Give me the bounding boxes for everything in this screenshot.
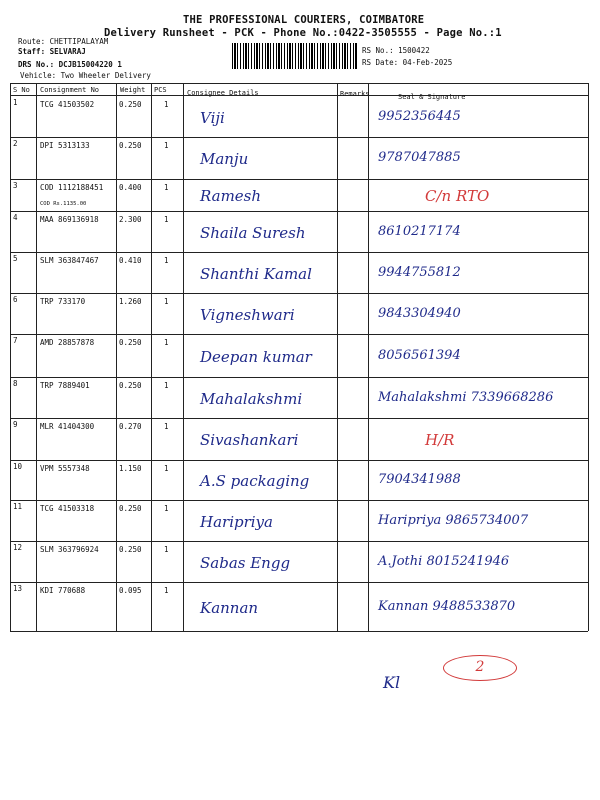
row-pcs: 1 bbox=[164, 183, 169, 192]
row-consignment: TCG 41503502 bbox=[40, 100, 95, 109]
row-pcs: 1 bbox=[164, 586, 169, 595]
row-pcs: 1 bbox=[164, 141, 169, 150]
row-weight: 0.400 bbox=[119, 183, 142, 192]
row-sno: 5 bbox=[13, 254, 18, 263]
row-sno: 1 bbox=[13, 98, 18, 107]
col-seal: Seal & Signature bbox=[398, 93, 466, 101]
row-pcs: 1 bbox=[164, 381, 169, 390]
row-signature: 7904341988 bbox=[378, 472, 461, 487]
row-consignee-name: Sabas Engg bbox=[200, 554, 291, 572]
row-weight: 0.250 bbox=[119, 338, 142, 347]
row-signature: 9944755812 bbox=[378, 265, 461, 280]
row-sno: 13 bbox=[13, 584, 23, 593]
row-weight: 0.250 bbox=[119, 545, 142, 554]
col-pcs: PCS bbox=[154, 86, 167, 94]
row-consignee-name: Kannan bbox=[200, 599, 259, 617]
row-sno: 10 bbox=[13, 462, 23, 471]
row-pcs: 1 bbox=[164, 464, 169, 473]
row-signature: Haripriya 9865734007 bbox=[378, 513, 529, 528]
row-pcs: 1 bbox=[164, 422, 169, 431]
row-pcs: 1 bbox=[164, 504, 169, 513]
col-sno: S No bbox=[13, 86, 30, 94]
row-consignment: COD 1112188451 bbox=[40, 183, 104, 192]
row-weight: 0.270 bbox=[119, 422, 142, 431]
runsheet-subtitle: Delivery Runsheet - PCK - Phone No.:0422-3505555 - Page No.:1 bbox=[104, 27, 502, 39]
circled-count: 2 bbox=[475, 659, 485, 675]
row-signature: A.Jothi 8015241946 bbox=[378, 554, 510, 569]
col-consignment: Consignment No bbox=[40, 86, 100, 94]
vehicle-label: Vehicle: Two Wheeler Delivery bbox=[20, 71, 151, 80]
row-consignment: DPI 5313133 bbox=[40, 141, 90, 150]
row-consignee-name: Shanthi Kamal bbox=[200, 265, 312, 283]
row-consignment: MLR 41404300 bbox=[40, 422, 95, 431]
row-signature: C/n RTO bbox=[425, 187, 490, 205]
row-pcs: 1 bbox=[164, 545, 169, 554]
row-consignment: SLM 363796924 bbox=[40, 545, 99, 554]
row-sno: 3 bbox=[13, 181, 18, 190]
row-signature: Kannan 9488533870 bbox=[378, 599, 516, 614]
row-weight: 1.150 bbox=[119, 464, 142, 473]
row-consignee-name: Viji bbox=[200, 109, 225, 127]
row-weight: 0.250 bbox=[119, 504, 142, 513]
row-consignment: SLM 363847467 bbox=[40, 256, 99, 265]
row-consignee-name: Deepan kumar bbox=[200, 348, 312, 366]
row-weight: 0.250 bbox=[119, 100, 142, 109]
row-weight: 1.260 bbox=[119, 297, 142, 306]
row-weight: 2.300 bbox=[119, 215, 142, 224]
row-sno: 9 bbox=[13, 420, 18, 429]
row-cod-note: COD Rs.1135.00 bbox=[40, 201, 87, 207]
row-consignment: TCG 41503318 bbox=[40, 504, 95, 513]
row-consignee-name: Ramesh bbox=[200, 187, 262, 205]
company-title: THE PROFESSIONAL COURIERS, COIMBATORE bbox=[183, 14, 425, 26]
col-weight: Weight bbox=[120, 86, 146, 94]
row-weight: 0.410 bbox=[119, 256, 142, 265]
count-circle bbox=[443, 655, 517, 681]
row-pcs: 1 bbox=[164, 215, 169, 224]
col-remarks: Remarks bbox=[340, 90, 370, 98]
row-signature: H/R bbox=[425, 431, 455, 449]
row-sno: 12 bbox=[13, 543, 23, 552]
row-weight: 0.250 bbox=[119, 381, 142, 390]
row-consignee-name: A.S packaging bbox=[200, 472, 310, 490]
row-sno: 7 bbox=[13, 336, 18, 345]
rs-number: RS No.: 1500422 bbox=[362, 46, 430, 55]
row-sno: 4 bbox=[13, 213, 18, 222]
footer-initials: Kl bbox=[383, 673, 401, 692]
row-pcs: 1 bbox=[164, 256, 169, 265]
row-sno: 2 bbox=[13, 139, 18, 148]
row-signature: 9952356445 bbox=[378, 109, 461, 124]
row-consignee-name: Sivashankari bbox=[200, 431, 299, 449]
drs-number: DRS No.: DCJB15004220 1 bbox=[18, 60, 122, 69]
row-consignment: TRP 7889401 bbox=[40, 381, 90, 390]
row-pcs: 1 bbox=[164, 338, 169, 347]
barcode bbox=[232, 43, 357, 69]
row-sno: 6 bbox=[13, 295, 18, 304]
row-sno: 8 bbox=[13, 379, 18, 388]
row-consignment: AMD 28857878 bbox=[40, 338, 95, 347]
row-consignment: VPM 5557348 bbox=[40, 464, 90, 473]
row-weight: 0.095 bbox=[119, 586, 142, 595]
row-consignment: MAA 869136918 bbox=[40, 215, 99, 224]
row-consignment: TRP 733170 bbox=[40, 297, 86, 306]
row-signature: 8610217174 bbox=[378, 224, 461, 239]
row-weight: 0.250 bbox=[119, 141, 142, 150]
row-consignee-name: Manju bbox=[200, 150, 249, 168]
row-signature: Mahalakshmi 7339668286 bbox=[378, 390, 554, 405]
row-signature: 9787047885 bbox=[378, 150, 461, 165]
row-consignee-name: Haripriya bbox=[200, 513, 273, 531]
row-pcs: 1 bbox=[164, 100, 169, 109]
col-consignee: Consignee Details bbox=[187, 89, 259, 97]
row-consignment: KDI 770688 bbox=[40, 586, 86, 595]
row-signature: 9843304940 bbox=[378, 306, 461, 321]
row-consignee-name: Vigneshwari bbox=[200, 306, 295, 324]
row-consignee-name: Mahalakshmi bbox=[200, 390, 303, 408]
staff-label: Staff: SELVARAJ bbox=[18, 47, 86, 56]
rs-date: RS Date: 04-Feb-2025 bbox=[362, 58, 453, 67]
row-consignee-name: Shaila Suresh bbox=[200, 224, 306, 242]
row-pcs: 1 bbox=[164, 297, 169, 306]
row-sno: 11 bbox=[13, 502, 23, 511]
row-signature: 8056561394 bbox=[378, 348, 461, 363]
route-label: Route: CHETTIPALAYAM bbox=[18, 37, 109, 46]
